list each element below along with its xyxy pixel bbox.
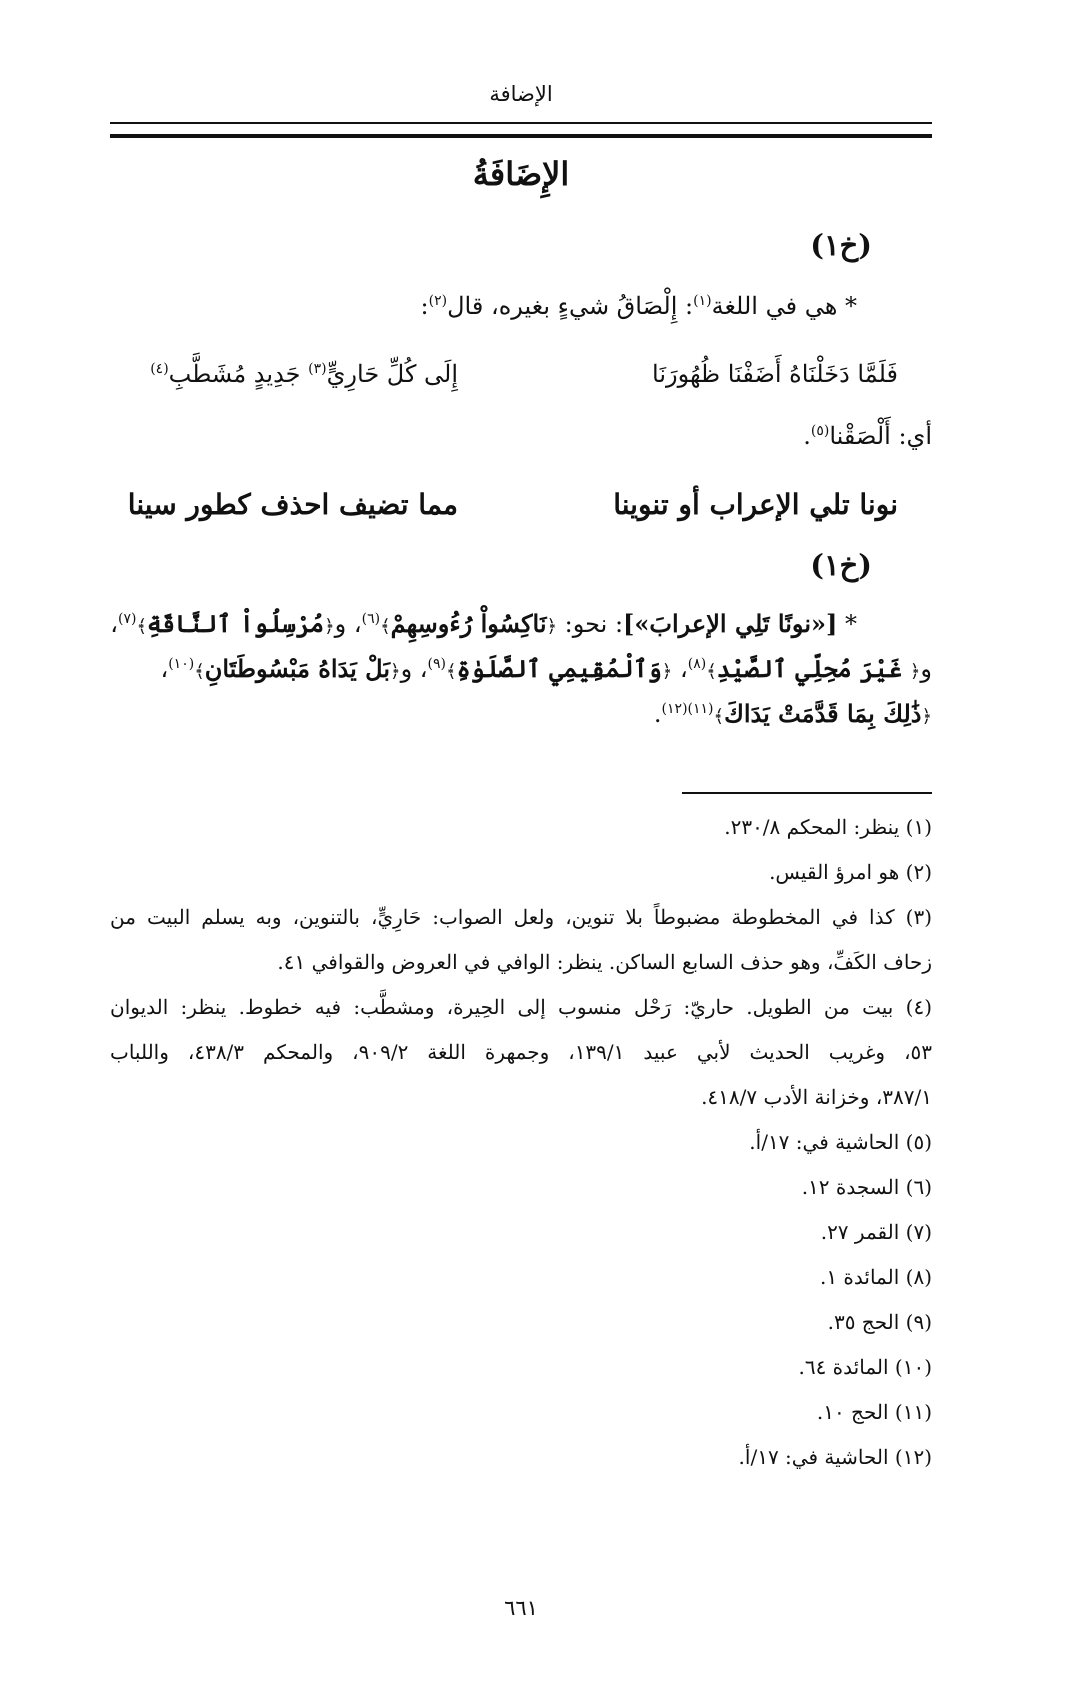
ornate-bracket-close: ﴾ — [713, 706, 725, 727]
quran-citation-5: بَلْ يَدَاهُ مَبْسُوطَتَانِ — [204, 654, 391, 683]
verse-first-hemistich: فَلَمَّا دَخَلْنَاهُ أَضَفْنَا ظُهُورَنَا — [652, 360, 898, 388]
footnote-11: (١١) الحج ١٠. — [816, 1400, 932, 1424]
period: . — [653, 700, 662, 728]
commentary-line-3 — [110, 700, 932, 729]
quran-citation-6: ذَٰلِكَ بِمَا قَدَّمَتْ يَدَاكَ — [724, 699, 922, 728]
footnote-7: (٧) القمر ٢٧. — [820, 1220, 932, 1244]
verse-second-after: جَدِيدٍ مُشَطَّبِ — [168, 360, 301, 388]
footnote-ref-10[interactable]: (١٠) — [168, 656, 195, 672]
comma: ، — [679, 655, 688, 683]
manuscript-marker-2: (خ١) — [810, 548, 872, 582]
nahw-label: : نحو: — [557, 610, 624, 638]
ornate-bracket-open: ﴿ — [324, 616, 335, 637]
ornate-bracket-close: ﴾ — [380, 616, 391, 637]
footnote-4-line-3: ٣٨٧/١، وخزانة الأدب ٤١٨/٧. — [701, 1085, 932, 1109]
definition-text-after: : — [420, 292, 429, 320]
ornate-bracket-open: ﴿ — [390, 661, 401, 682]
footnote-ref-1[interactable]: (١) — [693, 293, 712, 309]
footnote-ref-9[interactable]: (٩) — [427, 656, 447, 672]
footnote-ref-4[interactable]: (٤) — [150, 361, 169, 377]
running-head: الإضافة — [489, 82, 553, 106]
comma: ، — [160, 655, 169, 683]
ornate-bracket-open: ﴿ — [546, 616, 558, 637]
commentary-line-2 — [110, 655, 932, 684]
footnote-4-line-2: ٥٣، وغريب الحديث لأبي عبيد ١٣٩/١، وجمهرة اللغة ٩٠٩/٢، والمحكم ٤٣٨/٣، واللباب — [110, 1040, 933, 1064]
quran-citation-2: مُرْسِلُواْ ٱلنَّاقَةِ — [146, 609, 325, 638]
footnote-1: (١) ينظر: المحكم ٢٣٠/٨. — [724, 815, 932, 839]
conjunction: و — [334, 610, 347, 638]
comma: ، — [419, 655, 428, 683]
page-number: ٦٦١ — [504, 1596, 538, 1620]
footnote-separator — [682, 792, 932, 794]
book-page — [110, 0, 932, 1698]
footnote-ref-2[interactable]: (٢) — [428, 293, 448, 309]
ornate-bracket-open: ﴿ — [909, 661, 921, 682]
conjunction: و — [400, 655, 413, 683]
comma: ، — [353, 610, 362, 638]
footnote-9: (٩) الحج ٣٥. — [827, 1310, 932, 1334]
chapter-title: الإِضَافَةُ — [472, 155, 570, 193]
manuscript-marker: (خ١) — [810, 228, 872, 262]
ornate-bracket-close: ﴾ — [136, 616, 147, 637]
definition-line — [35, 292, 857, 321]
quran-citation-4: وَٱلْمُقِيمِي ٱلصَّلَوٰةِ — [456, 654, 662, 683]
header-rule-thin — [110, 122, 932, 124]
star-mark: * — [845, 292, 857, 320]
footnote-ref-7[interactable]: (٧) — [117, 611, 137, 627]
ornate-bracket-close: ﴾ — [706, 661, 717, 682]
quoted-phrase: [«نونًا تَلِي الإعرابَ»] — [623, 609, 838, 638]
footnote-ref-8[interactable]: (٨) — [687, 656, 707, 672]
alfiyya-first-hemistich: نونا تلي الإعراب أو تنوينا — [613, 488, 898, 521]
ornate-bracket-close: ﴾ — [446, 661, 457, 682]
footnote-5: (٥) الحاشية في: ١٧/أ. — [749, 1130, 932, 1154]
quran-citation-1: نَاكِسُواْ رُءُوسِهِمْ — [390, 609, 547, 638]
footnote-6: (٦) السجدة ١٢. — [801, 1175, 932, 1199]
footnote-3-line-1: (٣) كذا في المخطوطة مضبوطاً بلا تنوين، ولعل الصواب: حَارِيٍّ، بالتنوين، وبه يسلم البيت من — [110, 905, 932, 929]
ornate-bracket-open: ﴿ — [661, 661, 673, 682]
gloss-line — [110, 422, 932, 451]
footnote-2: (٢) هو امرؤ القيس. — [769, 860, 932, 884]
ornate-bracket-open: ﴿ — [921, 706, 932, 727]
definition-text-before: هي في اللغة — [711, 292, 838, 320]
gloss-end: . — [803, 422, 811, 450]
alfiyya-second-hemistich: مما تضيف احذف كطور سينا — [127, 488, 458, 521]
footnote-ref-6[interactable]: (٦) — [361, 611, 381, 627]
comma: ، — [110, 610, 118, 638]
header-rule-thick — [110, 134, 932, 138]
quran-citation-3: غَيْرَ مُحِلِّي ٱلصَّيْدِ — [716, 654, 903, 683]
star-mark-2: * — [845, 610, 857, 638]
footnote-4-line-1: (٤) بيت من الطويل. حاريّ: رَحْل منسوب إلى الحِيرة، ومشطَّب: فيه خطوط. ينظر: الديوان — [110, 995, 932, 1019]
footnote-3-line-2: زحاف الكَفِّ، وهو حذف السابع الساكن. ينظر: الوافي في العروض والقوافي ٤١. — [277, 950, 932, 974]
footnote-10: (١٠) المائدة ٦٤. — [798, 1355, 932, 1379]
footnote-ref-5[interactable]: (٥) — [810, 423, 830, 439]
verse-second-before: إِلَى كُلِّ حَارِيٍّ — [326, 360, 458, 388]
verse-second-hemistich — [150, 360, 458, 388]
ornate-bracket-close: ﴾ — [194, 661, 205, 682]
footnote-ref-3[interactable]: (٣) — [308, 361, 327, 377]
footnote-8: (٨) المائدة ١. — [819, 1265, 932, 1289]
conjunction: و — [920, 655, 932, 683]
footnote-12: (١٢) الحاشية في: ١٧/أ. — [738, 1445, 932, 1469]
commentary-line-1 — [35, 610, 857, 639]
gloss-text: أي: أَلْصَقْنا — [829, 422, 932, 450]
definition-text-middle: : إِلْصَاقُ شيءٍ بغيره، قال — [447, 292, 694, 320]
footnote-ref-11-12[interactable]: (١١)(١٢) — [661, 701, 714, 717]
